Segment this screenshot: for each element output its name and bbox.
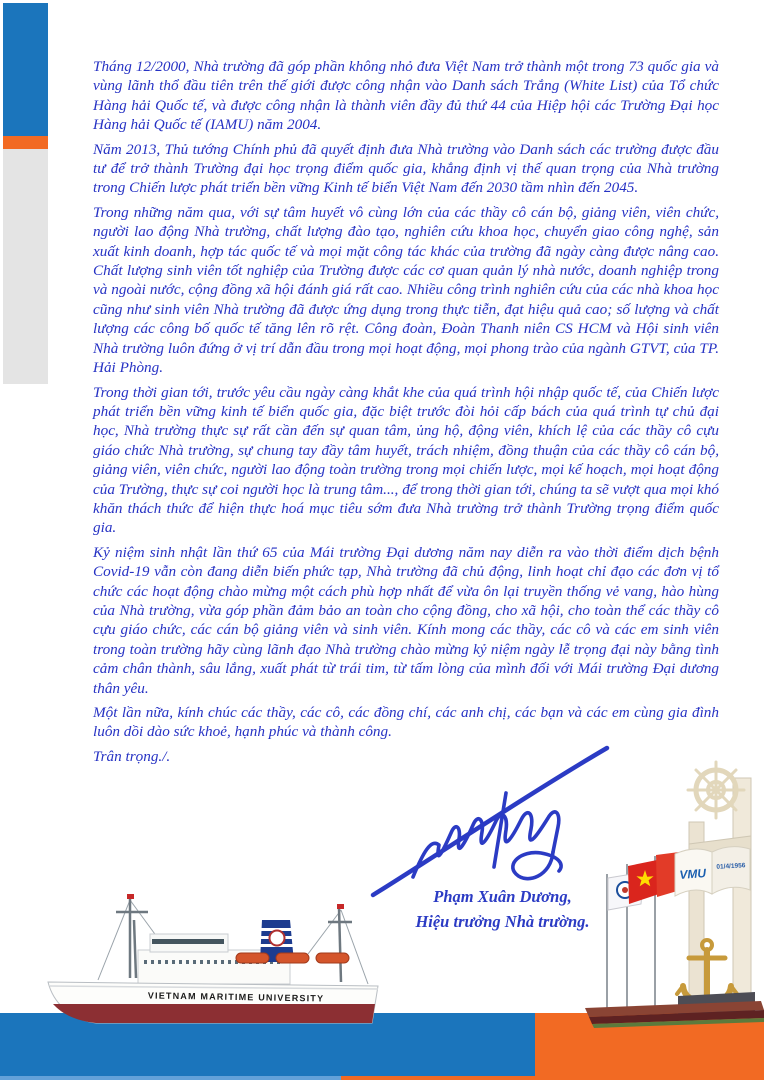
paragraph-future: Trong thời gian tới, trước yêu cầu ngày càng khắt khe của quá trình hội nhập quốc tế, của Chiến lược phát triển bền vững kinh tế biển quốc gia, đặc biệt trước đòi hỏi cấp bách của quá trình tự chủ đại học, Nhà trường thực sự rất cần đến sự quan tâm, ủng hộ, động viên, khích lệ của các thầy cô cựu giáo chức Nhà trường, sự chung tay đầy tâm huyết, trách nhiệm, đồng thuận của các thầy cô cán bộ, giảng viên, viên chức, người lao động toàn trường trong mọi chiến lược, mọi kế hoạch, mọi hoạt động của Trường, thực sự coi người học là trung tâm..., để trong thời gian tới, chúng ta sẽ vượt qua mọi khó khăn thách thức để hiện thực hoá mục tiêu sớm đưa Nhà trường trở thành Trường trọng điểm quốc gia.: [93, 383, 719, 537]
bottom-strip-orange: [341, 1076, 764, 1080]
ships-wheel-icon: [688, 762, 744, 818]
closing-salutation: Trân trọng./.: [93, 747, 171, 765]
paragraph-white-list: Tháng 12/2000, Nhà trường đã góp phần không nhỏ đưa Việt Nam trở thành một trong 73 quốc gia và vùng lãnh thổ đầu tiên trên thế giới được công nhận vào Danh sách Trắng (White List) của Tổ chức Hàng hải Quốc tế, và được công nhận là thành viên đầy đủ thứ 44 của Hiệp hội các Trường Đại học Hàng hải Quốc tế (IAMU) năm 2004.: [93, 58, 719, 134]
paragraph-achievements: Trong những năm qua, với sự tâm huyết vô cùng lớn của các thầy cô cán bộ, giảng viên, viên chức, người lao động Nhà trường, chất lượng đào tạo, nghiên cứu khoa học, chuyển giao công nghệ, sản xuất kinh doanh, hợp tác quốc tế và mọi mặt công tác khác của trường đã ngày càng được nâng cao. Chất lượng sinh viên tốt nghiệp của Trường được các cơ quan quản lý nhà nước, doanh nghiệp trong và ngoài nước, cộng đồng xã hội đánh giá rất cao. Nhiều công trình nghiên cứu của các nhà khoa học cũng như sinh viên Nhà trường đã được ứng dụng trong thực tiễn, đạt hiệu quả cao; số lượng và chất lượng các công bố quốc tế tăng lên rõ rệt. Công đoàn, Đoàn Thanh niên CS HCM và Hội sinh viên Nhà trường luôn đứng ở vị trí dẫn đầu trong mọi hoạt động, mọi phong trào của ngành GTVT, của TP. Hải Phòng.: [93, 203, 719, 377]
ship-lifeboats: [236, 953, 349, 963]
bottom-strip-lightblue: [0, 1076, 341, 1080]
paragraph-wishes: Một lần nữa, kính chúc các thầy, các cô, các đồng chí, các anh chị, các bạn và các em cùng gia đình luôn dồi dào sức khoẻ, hạnh phúc và thành công.: [93, 704, 719, 741]
training-ship-image: [38, 890, 388, 1042]
ship-stern-flag: [337, 904, 344, 909]
anchor-icon: [677, 940, 737, 1000]
signatory-title: Hiệu trưởng Nhà trường.: [415, 912, 590, 931]
letter-body: [93, 57, 719, 771]
signatory-name: Phạm Xuân Dương,: [433, 887, 572, 906]
vmu-monument-image: [583, 752, 764, 1030]
paragraph-anniversary: Kỷ niệm sinh nhật lần thứ 65 của Mái trường Đại dương năm nay diễn ra vào thời điểm dịch bệnh Covid-19 vẫn còn đang diễn biến phức tạp, Nhà trường đã chủ động, linh hoạt chỉ đạo các đơn vị tổ chức các hoạt động chào mừng một cách phù hợp nhất để vừa ôn lại truyền thống vẻ vang, hào hùng của Nhà trường, vừa góp phần đảm bảo an toàn cho cộng đồng, cho xã hội, cho toàn thể các thầy cô cựu giáo chức, các cán bộ giảng viên và sinh viên. Kính mong các thầy, các cô và các em sinh viên trong toàn trường hãy cùng lãnh đạo Nhà trường chào mừng kỷ niệm ngày lễ trọng đại này bằng tình cảm chân thành, sâu lắng, xuất phát từ trái tim, từ tấm lòng của mình đối với Mái trường Đại dương thân yêu.: [93, 543, 719, 697]
left-accent-bar-blue: [3, 3, 48, 136]
monument-date-text: 01/4/1956: [716, 862, 746, 871]
monument-vmu-text: VMU: [678, 866, 707, 882]
ship-mast-flag: [127, 894, 134, 899]
left-accent-bar-orange: [3, 136, 48, 149]
ship-bridge-windows: [152, 939, 224, 944]
paragraph-key-university: Năm 2013, Thủ tướng Chính phủ đã quyết định đưa Nhà trường vào Danh sách các trường được đầu tư để trở thành Trường đại học trọng điểm quốc gia, khẳng định vị thế quan trọng của Nhà trường trong Chiến lược phát triển bền vững Kinh tế biển Việt Nam đến 2030 tầm nhìn đến 2045.: [93, 140, 719, 197]
ship-hull-label: VIETNAM MARITIME UNIVERSITY: [147, 990, 325, 1004]
ship-hull: [48, 982, 378, 1023]
left-accent-bar-gray: [3, 149, 48, 384]
